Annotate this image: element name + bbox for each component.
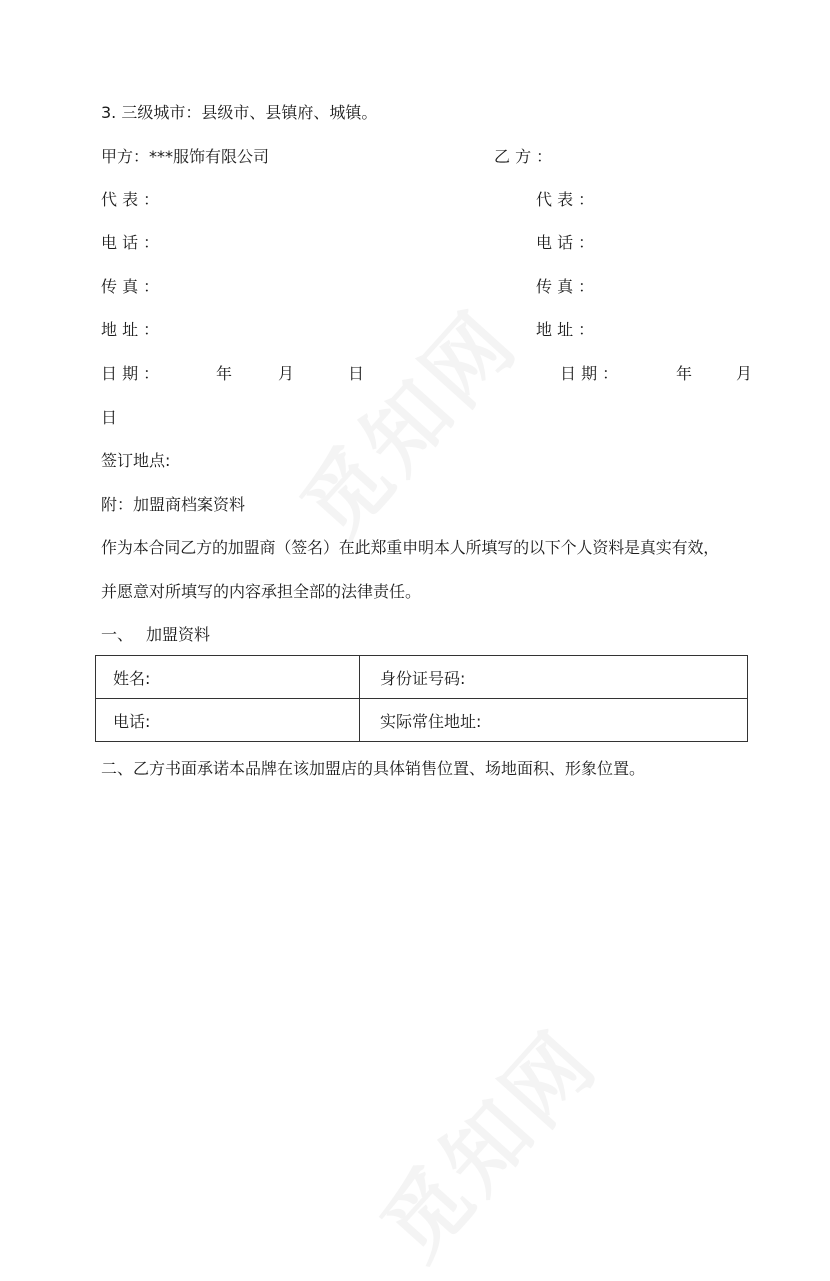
- id-number-label: 身份证号码:: [380, 668, 466, 688]
- address-cell: [360, 699, 748, 742]
- party-b-name: 乙 方 ：: [494, 147, 553, 166]
- section-1-number: 一、: [101, 625, 134, 644]
- section-2-text: 二、乙方书面承诺本品牌在该加盟店的具体销售位置、场地面积、形象位置。: [101, 759, 646, 778]
- appendix-title: 附：加盟商档案资料: [101, 495, 246, 514]
- party-a-phone: 电 话 ：: [101, 233, 160, 252]
- franchisee-info-table: [95, 655, 748, 742]
- name-cell: [96, 656, 360, 699]
- party-a-rep: 代 表 ：: [101, 190, 160, 209]
- party-a-date-month: 月: [278, 364, 295, 383]
- party-a-date-label: 日 期 ：: [101, 364, 160, 383]
- declaration-line-2: 并愿意对所填写的内容承担全部的法律责任。: [101, 582, 422, 601]
- watermark: [350, 1000, 621, 1281]
- party-b-date-day: 日: [101, 408, 118, 427]
- party-b-date-label: 日 期 ：: [560, 364, 619, 383]
- signing-place: 签订地点:: [101, 451, 171, 470]
- party-a-fax: 传 真 ：: [101, 277, 160, 296]
- party-a-date-day: 日: [348, 364, 365, 383]
- party-a-address: 地 址 ：: [101, 320, 160, 339]
- watermark: [270, 280, 541, 562]
- party-b-date-year: 年: [676, 364, 693, 383]
- phone-label: 电话:: [113, 711, 151, 731]
- declaration-line-1: 作为本合同乙方的加盟商（签名）在此郑重申明本人所填写的以下个人资料是真实有效，: [101, 538, 720, 557]
- party-b-rep: 代 表 ：: [536, 190, 595, 209]
- party-b-date-month: 月: [736, 364, 753, 383]
- table-row: [96, 699, 748, 742]
- city-tier-line: 3. 三级城市：县级市、县镇府、城镇。: [101, 103, 378, 122]
- party-a-date-year: 年: [216, 364, 233, 383]
- table-row: [96, 656, 748, 699]
- party-b-phone: 电 话 ：: [536, 233, 595, 252]
- residence-address-label: 实际常住地址:: [380, 711, 482, 731]
- party-b-fax: 传 真 ：: [536, 277, 595, 296]
- phone-cell: [96, 699, 360, 742]
- party-a-name: 甲方：***服饰有限公司: [101, 147, 270, 166]
- party-b-address: 地 址 ：: [536, 320, 595, 339]
- section-1-title: 加盟资料: [146, 625, 211, 644]
- id-number-cell: [360, 656, 748, 699]
- name-label: 姓名:: [113, 668, 151, 688]
